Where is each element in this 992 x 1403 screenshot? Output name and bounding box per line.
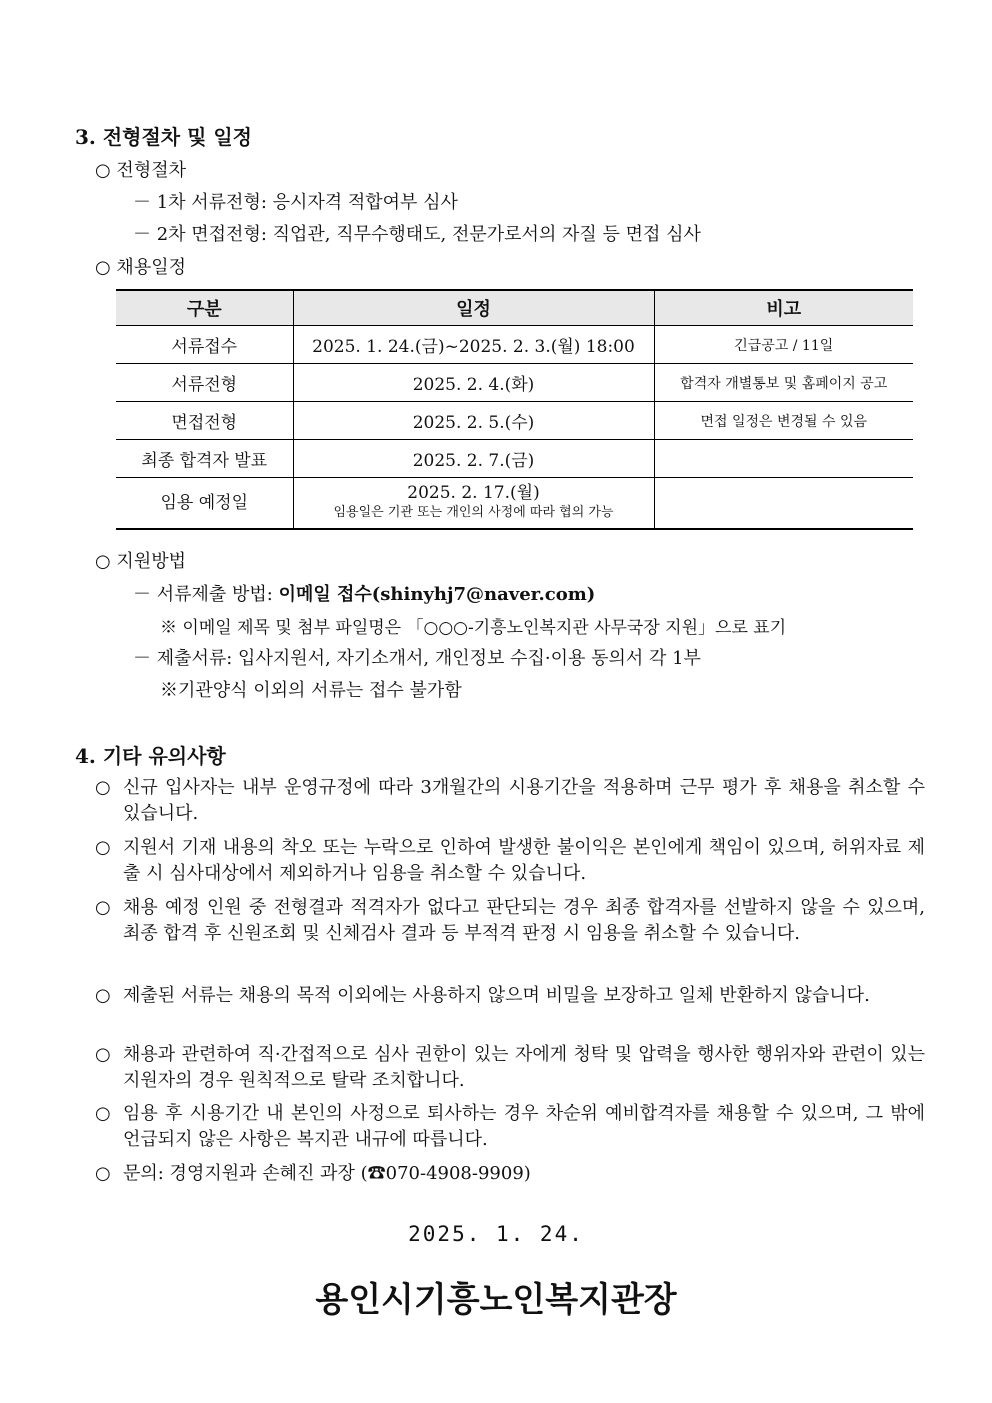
row-note: 긴급공고 / 11일 bbox=[654, 326, 913, 364]
row-date-note: 임용일은 기관 또는 개인의 사정에 따라 협의 가능 bbox=[333, 505, 614, 520]
bullet-icon: ○ bbox=[95, 897, 111, 918]
section3-title: 3. 전형절차 및 일정 bbox=[75, 125, 253, 149]
apply-method-prefix: － 서류제출 방법: bbox=[133, 584, 279, 605]
notice-item bbox=[95, 835, 925, 887]
table-row bbox=[116, 364, 913, 402]
bullet-icon: ○ bbox=[95, 1044, 111, 1065]
bullet-icon: ○ bbox=[95, 837, 111, 858]
row-note: 면접 일정은 변경될 수 있음 bbox=[654, 402, 913, 440]
documents-note: ※기관양식 이외의 서류는 접수 불가함 bbox=[160, 680, 462, 701]
apply-method bbox=[133, 580, 595, 606]
apply-label: ○ 지원방법 bbox=[95, 551, 186, 572]
notice-item bbox=[95, 1161, 925, 1187]
organization-name: 용인시기흥노인복지관장 bbox=[315, 1280, 677, 1320]
row-category: 서류전형 bbox=[116, 364, 293, 402]
row-category: 임용 예정일 bbox=[116, 478, 293, 530]
documents: － 제출서류: 입사지원서, 자기소개서, 개인정보 수집·이용 동의서 각 1부 bbox=[133, 648, 701, 669]
procedure-item: － 1차 서류전형: 응시자격 적합여부 심사 bbox=[133, 192, 458, 213]
row-note bbox=[654, 478, 913, 530]
procedure-label: ○ 전형절차 bbox=[95, 160, 186, 181]
row-category: 서류접수 bbox=[116, 326, 293, 364]
row-date: 2025. 1. 24.(금)~2025. 2. 3.(월) 18:00 bbox=[293, 326, 654, 364]
apply-method-email: 이메일 접수(shinyhj7@naver.com) bbox=[278, 584, 596, 605]
notice-item bbox=[95, 1101, 925, 1153]
bullet-icon: ○ bbox=[95, 1163, 111, 1184]
notice-item bbox=[95, 1042, 925, 1094]
issue-date: 2025. 1. 24. bbox=[408, 1222, 584, 1246]
notice-item bbox=[95, 983, 925, 1009]
bullet-icon: ○ bbox=[95, 985, 111, 1006]
row-date: 2025. 2. 5.(수) bbox=[293, 402, 654, 440]
notice-text: 채용과 관련하여 직·간접적으로 심사 권한이 있는 자에게 청탁 및 압력을 행사한 행위자와 관련이 있는 지원자의 경우 원칙적으로 탈락 조치합니다. bbox=[123, 1044, 925, 1091]
notice-text: 신규 입사자는 내부 운영규정에 따라 3개월간의 시용기간을 적용하며 근무 평가 후 채용을 취소할 수 있습니다. bbox=[123, 777, 925, 824]
section4-title: 4. 기타 유의사항 bbox=[75, 744, 226, 768]
schedule-label: ○ 채용일정 bbox=[95, 257, 186, 278]
table-header: 비고 bbox=[654, 290, 913, 326]
bullet-icon: ○ bbox=[95, 1103, 111, 1124]
row-note bbox=[654, 440, 913, 478]
row-date: 2025. 2. 17.(월) bbox=[407, 483, 540, 503]
table-header: 일정 bbox=[293, 290, 654, 326]
table-row bbox=[116, 402, 913, 440]
notice-text: 문의: 경영지원과 손혜진 과장 (☎070-4908-9909) bbox=[123, 1163, 531, 1184]
row-note: 합격자 개별통보 및 홈페이지 공고 bbox=[654, 364, 913, 402]
row-date: 2025. 2. 4.(화) bbox=[293, 364, 654, 402]
table-row bbox=[116, 478, 913, 530]
procedure-item: － 2차 면접전형: 직업관, 직무수행태도, 전문가로서의 자질 등 면접 심사 bbox=[133, 224, 701, 245]
row-date: 2025. 2. 7.(금) bbox=[293, 440, 654, 478]
table-header-row bbox=[116, 290, 913, 326]
table-row bbox=[116, 440, 913, 478]
bullet-icon: ○ bbox=[95, 777, 111, 798]
notice-text: 지원서 기재 내용의 착오 또는 누락으로 인하여 발생한 불이익은 본인에게 책임이 있으며, 허위자료 제출 시 심사대상에서 제외하거나 임용을 취소할 수 있습니다. bbox=[123, 837, 925, 884]
apply-method-note: ※ 이메일 제목 및 첨부 파일명은 「○○○-기흥노인복지관 사무국장 지원」으로 표기 bbox=[160, 618, 787, 638]
row-date-cell bbox=[293, 478, 654, 530]
schedule-table bbox=[116, 289, 913, 530]
notice-item bbox=[95, 775, 925, 827]
notice-text: 채용 예정 인원 중 전형결과 적격자가 없다고 판단되는 경우 최종 합격자를 선발하지 않을 수 있으며, 최종 합격 후 신원조회 및 신체검사 결과 등 부적격 판정 시 임용을 취소할 수 있습니다. bbox=[123, 897, 925, 944]
table-row bbox=[116, 326, 913, 364]
notice-item bbox=[95, 895, 925, 947]
notice-text: 제출된 서류는 채용의 목적 이외에는 사용하지 않으며 비밀을 보장하고 일체 반환하지 않습니다. bbox=[123, 985, 870, 1006]
notice-text: 임용 후 시용기간 내 본인의 사정으로 퇴사하는 경우 차순위 예비합격자를 채용할 수 있으며, 그 밖에 언급되지 않은 사항은 복지관 내규에 따릅니다. bbox=[123, 1103, 925, 1150]
table-header: 구분 bbox=[116, 290, 293, 326]
row-category: 최종 합격자 발표 bbox=[116, 440, 293, 478]
row-category: 면접전형 bbox=[116, 402, 293, 440]
